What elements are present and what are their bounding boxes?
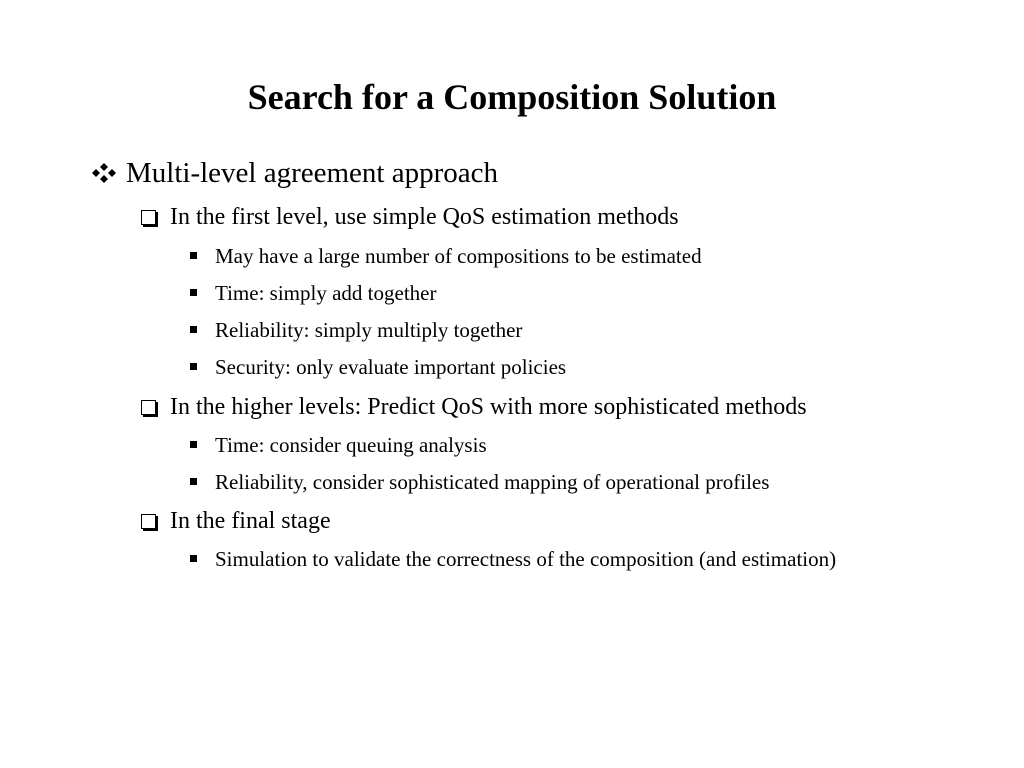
- filled-square-icon: [190, 351, 198, 383]
- bullet-text: Time: consider queuing analysis: [215, 433, 487, 457]
- bullet-level-3: [190, 314, 890, 346]
- bullet-level-3: [190, 543, 870, 575]
- bullet-text: Multi-level agreement approach: [126, 157, 499, 189]
- bullet-text: Security: only evaluate important policies: [215, 355, 567, 379]
- bullet-level-1: [92, 156, 498, 190]
- hollow-shadow-square-icon: [140, 393, 158, 421]
- filled-square-icon: [190, 277, 198, 309]
- bullet-level-3: [190, 351, 890, 383]
- filled-square-icon: [190, 466, 198, 498]
- bullet-level-2: [140, 507, 331, 535]
- hollow-shadow-square-icon: [140, 203, 158, 231]
- filled-square-icon: [190, 429, 198, 461]
- bullet-text: Reliability, consider sophisticated mapping of operational profiles: [215, 470, 770, 494]
- filled-square-icon: [190, 543, 198, 575]
- bullet-level-2: [140, 393, 807, 421]
- bullet-text: Simulation to validate the correctness of the composition (and estimation): [215, 547, 837, 571]
- bullet-text: In the first level, use simple QoS estimation methods: [170, 204, 679, 230]
- bullet-text: Reliability: simply multiply together: [215, 318, 523, 342]
- bullet-level-2: [140, 203, 679, 231]
- filled-square-icon: [190, 314, 198, 346]
- bullet-text: Time: simply add together: [215, 281, 437, 305]
- bullet-level-3: [190, 277, 890, 309]
- four-diamond-ornament-icon: [92, 156, 116, 190]
- bullet-text: May have a large number of compositions to be estimated: [215, 244, 702, 268]
- bullet-text: In the final stage: [170, 508, 331, 534]
- slide-title: Search for a Composition Solution: [247, 77, 777, 117]
- bullet-level-3: [190, 466, 890, 498]
- bullet-level-3: [190, 429, 890, 461]
- bullet-text: In the higher levels: Predict QoS with more sophisticated methods: [170, 394, 807, 420]
- filled-square-icon: [190, 240, 198, 272]
- bullet-level-3: [190, 240, 890, 272]
- hollow-shadow-square-icon: [140, 507, 158, 535]
